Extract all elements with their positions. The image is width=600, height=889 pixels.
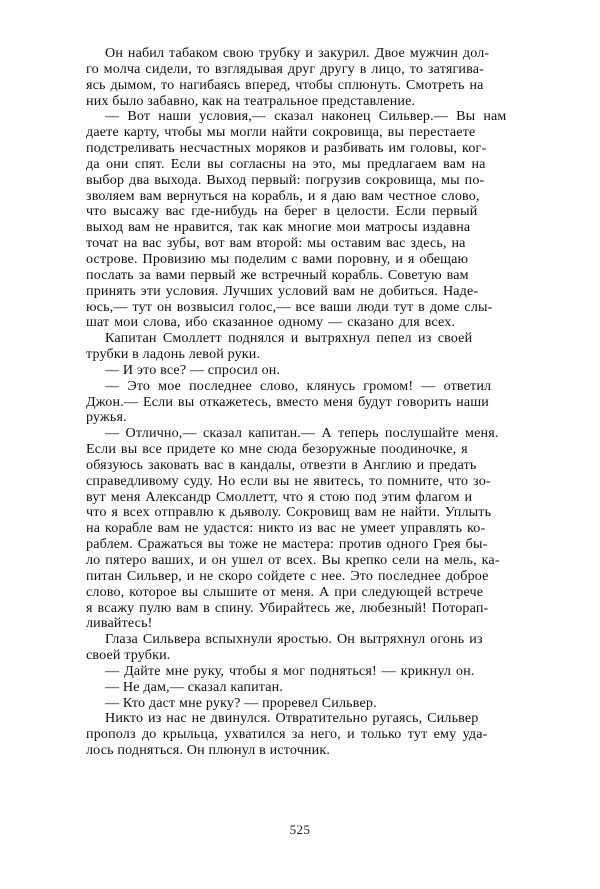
text-line: острове. Провизию мы поделим с вами поровну, и я обещаю bbox=[86, 250, 469, 267]
text-line: на корабле вам не удастся: никто из вас не умеет управлять ко- bbox=[86, 520, 486, 537]
text-line: — Кто даст мне руку? — проревел Сильвер. bbox=[105, 694, 377, 711]
text-line: раблем. Сражаться вы тоже не мастера: против одного Грея бы- bbox=[86, 536, 488, 553]
text-line: обязуюсь заковать вас в кандалы, отвезти в Англию и предать bbox=[86, 456, 477, 473]
text-line: что высажу вас где-нибудь на берег в целости. Если первый bbox=[86, 203, 478, 220]
text-line: ливайтесь! bbox=[86, 615, 153, 632]
text-line: ло пятеро ваших, и он ушел от всех. Вы крепко сели на мель, ка- bbox=[86, 552, 500, 568]
text-line: точат на вас зубы, вот вам второй: мы оставим вас здесь, на bbox=[86, 235, 466, 252]
text-line: Глаза Сильвера вспыхнули яростью. Он вытряхнул огонь из bbox=[105, 631, 483, 648]
text-line: что я всех отправлю к дьяволу. Сокровищ вам не найти. Уплыть bbox=[86, 504, 492, 521]
page-body-text bbox=[86, 46, 522, 759]
text-line: даете карту, чтобы мы могли найти сокровища, вы перестаете bbox=[86, 124, 476, 141]
text-line: принять эти условия. Лучших условий вам не добиться. Наде- bbox=[86, 282, 479, 299]
text-line: — Дайте мне руку, чтобы я мог подняться! — крикнул он. bbox=[105, 662, 475, 679]
text-line: прополз до крыльца, ухватился за него, и только тут ему уда- bbox=[86, 726, 488, 743]
text-line: вут меня Александр Смоллетт, что я стою под этим флагом и bbox=[86, 488, 473, 505]
text-line: подстреливать несчастных моряков и разбивать им головы, ког- bbox=[86, 140, 487, 157]
text-line: Он набил табаком свою трубку и закурил. Двое мужчин дол- bbox=[105, 45, 490, 61]
page-number: 525 bbox=[289, 822, 311, 837]
text-line: — Это мое последнее слово, клянусь громом! — ответил bbox=[105, 377, 492, 394]
text-line: зволяем вам вернуться на корабль, и я даю вам честное слово, bbox=[86, 187, 480, 204]
text-line: послать за вами первый же встречный корабль. Советую вам bbox=[86, 266, 469, 283]
text-line: лось подняться. Он плюнул в источник. bbox=[86, 742, 330, 759]
text-line: я всажу пулю вам в спину. Убирайтесь же, любезный! Поторап- bbox=[86, 599, 489, 616]
text-line: выход вам не нравится, так как многие мои матросы издавна bbox=[86, 219, 471, 236]
text-line: ясь дымом, то нагибаясь вперед, чтобы сплюнуть. Смотреть на bbox=[86, 76, 484, 93]
text-line: да они спят. Если вы согласны на это, мы предлагаем вам на bbox=[86, 155, 486, 172]
text-line: своей трубки. bbox=[86, 647, 171, 664]
text-line: питан Сильвер, и не скоро сойдете с нее. Это последнее доброе bbox=[86, 567, 489, 584]
text-line: — И это все? — спросил он. bbox=[105, 361, 281, 378]
text-line: слово, которое вы слышите от меня. А при следующей встрече bbox=[86, 583, 484, 600]
text-line: юсь,— тут он возвысил голос,— все ваши люди тут в доме слы- bbox=[86, 298, 493, 315]
text-line: — Отлично,— сказал капитан.— А теперь послушайте меня. bbox=[105, 425, 499, 442]
text-line: — Вот наши условия,— сказал наконец Сильвер.— Вы нам bbox=[105, 108, 507, 125]
text-line: выбор два выхода. Выход первый: погрузив сокровища, мы по- bbox=[86, 171, 485, 188]
text-line: Капитан Смоллетт поднялся и вытряхнул пепел из своей bbox=[105, 330, 473, 347]
text-line: шат мои слова, ибо сказанное одному — сказано для всех. bbox=[86, 314, 456, 331]
text-line: Если вы все придете ко мне сюда безоружные поодиночке, я bbox=[86, 441, 468, 458]
text-line: Никто из нас не двинулся. Отвратительно ругаясь, Сильвер bbox=[105, 710, 479, 727]
text-line: — Не дам,— сказал капитан. bbox=[105, 678, 284, 695]
text-line: го молча сидели, то взглядывая друг другу в лицо, то затягива- bbox=[86, 60, 484, 77]
text-line: трубки в ладонь левой руки. bbox=[86, 346, 261, 363]
text-line: Джон.— Если вы откажетесь, вместо меня будут говорить наши bbox=[86, 393, 489, 410]
text-line: них было забавно, как на театральное представление. bbox=[86, 92, 416, 109]
text-line: справедливому суду. Но если вы не явитесь, то помните, что зо- bbox=[86, 472, 491, 489]
text-line: ружья. bbox=[86, 409, 127, 426]
